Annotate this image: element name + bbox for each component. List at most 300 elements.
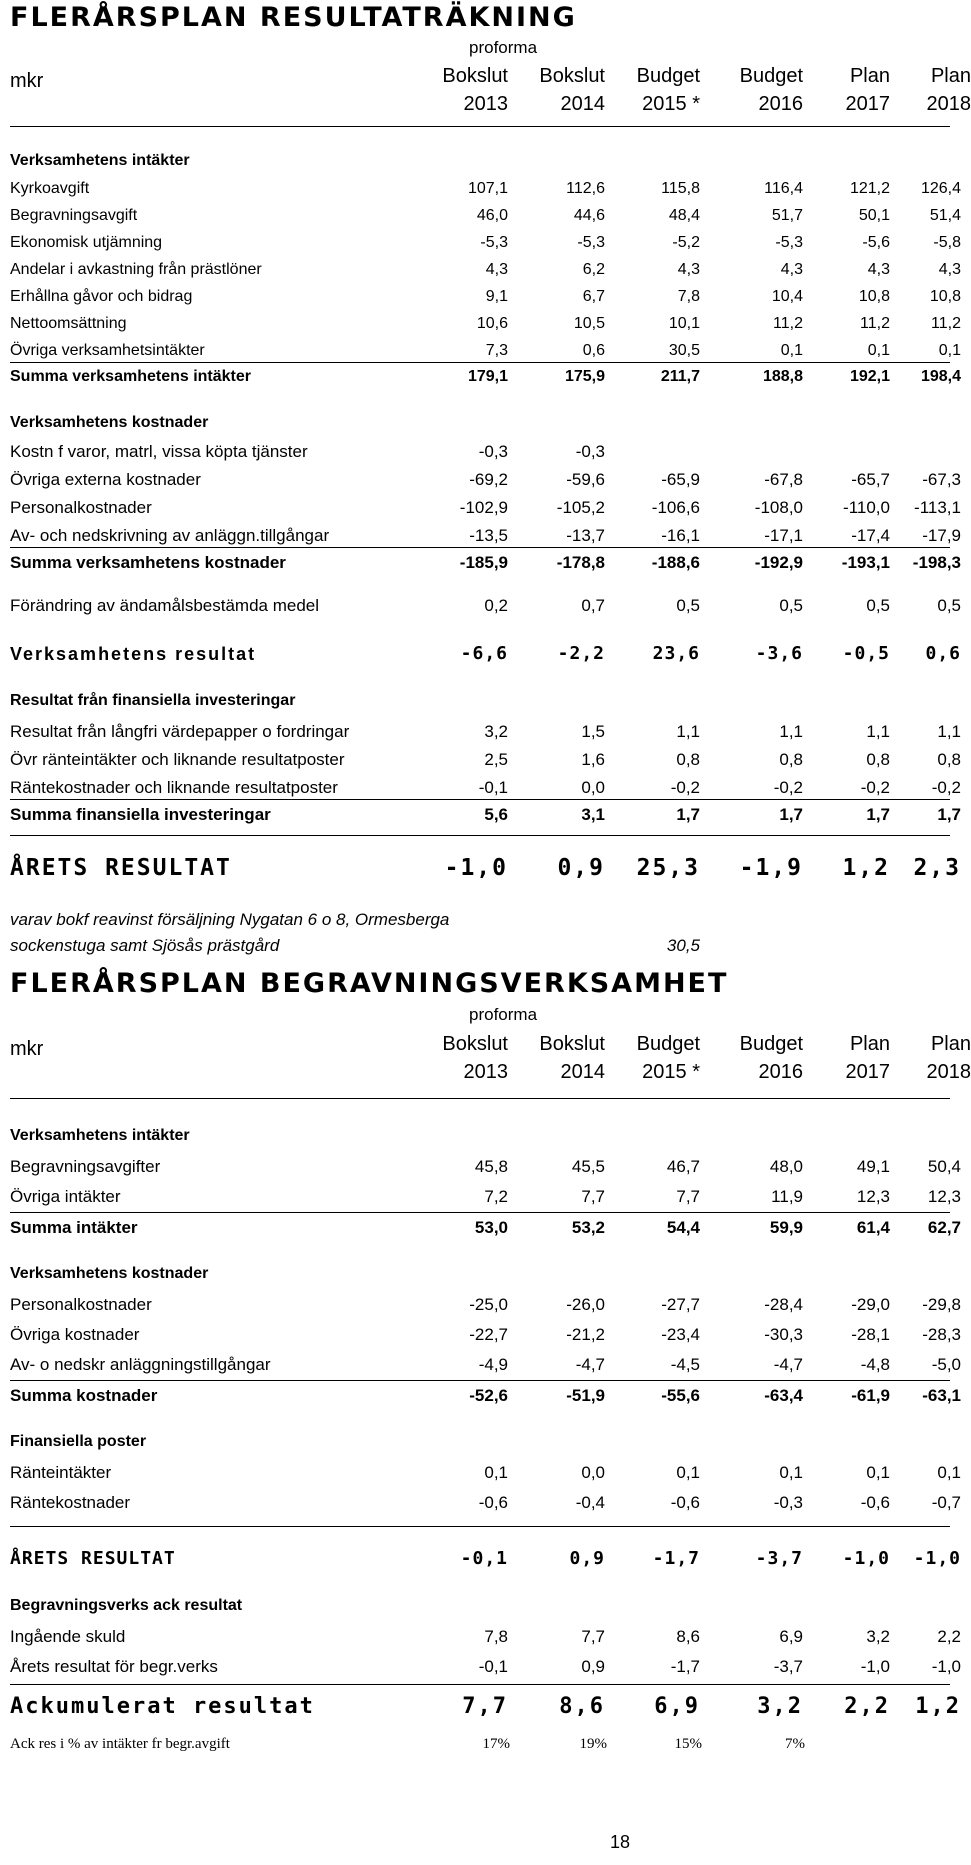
cell-value: 4,3: [485, 261, 508, 278]
cell-value: 0,0: [581, 778, 605, 797]
cell-value: -0,4: [575, 1493, 605, 1512]
cell-value: 179,1: [467, 368, 508, 385]
cell-value: -1,0: [842, 1548, 890, 1569]
cell-value: -110,0: [843, 498, 890, 517]
unit-label: mkr: [10, 1038, 44, 1060]
section-heading: [10, 1428, 950, 1456]
row-label: Ackumulerat resultat: [10, 1694, 315, 1719]
cell-value: -0,6: [860, 1493, 890, 1512]
table-row: [10, 1182, 961, 1212]
row-label: Övriga verksamhetsintäkter: [10, 342, 205, 359]
cell-value: 3,2: [757, 1694, 803, 1719]
col-header: Budget 2015 *: [636, 65, 700, 115]
cell-value: 0,5: [866, 596, 890, 615]
cell-value: 25,3: [636, 855, 700, 881]
sum-row: [10, 1380, 961, 1411]
table-row: [10, 310, 961, 338]
cell-value: -1,0: [860, 1657, 890, 1676]
row-label: Övr ränteintäkter och liknande resultatposter: [10, 750, 345, 769]
table-row: [10, 1290, 961, 1320]
cell-value: 51,7: [771, 207, 803, 224]
page-number: 18: [610, 1832, 631, 1852]
row-label: Ränteintäkter: [10, 1463, 112, 1482]
cell-value: 17%: [482, 1736, 510, 1752]
cell-value: -1,7: [652, 1548, 700, 1569]
cell-value: -0,1: [478, 778, 508, 797]
cell-value: 4,3: [867, 261, 890, 278]
table-row: [10, 1320, 961, 1350]
cell-value: 49,1: [856, 1157, 890, 1176]
cell-value: -17,4: [851, 526, 890, 545]
cell-value: -198,3: [912, 553, 961, 572]
cell-value: 0,8: [676, 750, 700, 769]
cell-value: 11,9: [771, 1187, 803, 1206]
cell-value: -13,7: [566, 526, 605, 545]
cell-value: -5,3: [775, 234, 803, 251]
cell-value: -5,3: [577, 234, 605, 251]
cell-value: -0,5: [842, 643, 890, 664]
cell-value: 50,1: [858, 207, 890, 224]
table-header: [10, 1030, 971, 1090]
cell-value: 9,1: [485, 288, 508, 305]
cell-value: -17,1: [764, 526, 803, 545]
cell-value: 46,7: [666, 1157, 700, 1176]
cell-value: 0,5: [779, 596, 803, 615]
row-label: Kostn f varor, matrl, vissa köpta tjänster: [10, 442, 308, 461]
cell-value: -1,0: [913, 1548, 961, 1569]
cell-value: -22,7: [469, 1325, 508, 1344]
cell-value: 61,4: [856, 1218, 890, 1237]
cell-value: 2,5: [484, 750, 508, 769]
cell-value: 10,8: [858, 288, 890, 305]
row-label: Resultat från långfri värdepapper o fordringar: [10, 722, 350, 741]
cell-value: -5,0: [931, 1355, 961, 1374]
cell-value: 188,8: [762, 368, 803, 385]
row-label: Kyrkoavgift: [10, 180, 90, 197]
cell-value: -5,3: [480, 234, 508, 251]
cell-value: -0,6: [478, 1493, 508, 1512]
table-row: [10, 1488, 961, 1518]
cell-value: 112,6: [566, 180, 605, 197]
cell-value: 0,1: [676, 1463, 700, 1482]
cell-value: 59,9: [769, 1218, 803, 1237]
cell-value: -29,8: [922, 1295, 961, 1314]
row-label: Begravningsverks ack resultat: [10, 1597, 243, 1614]
col-header: Plan 2017: [845, 1033, 890, 1083]
cell-value: 7,7: [581, 1627, 605, 1646]
cell-value: -188,6: [651, 553, 700, 572]
sum-row: [10, 1212, 961, 1243]
cell-value: 0,9: [581, 1657, 605, 1676]
cell-value: 1,7: [779, 805, 803, 824]
table-row: [10, 256, 961, 284]
cell-value: 115,8: [661, 180, 700, 197]
cell-value: 126,4: [920, 180, 961, 197]
cell-value: 198,4: [920, 368, 961, 385]
row-label: Erhållna gåvor och bidrag: [10, 288, 193, 305]
row-label: Summa verksamhetens kostnader: [10, 553, 286, 572]
col-header: Plan 2018: [926, 1033, 971, 1083]
divider: [10, 1526, 950, 1527]
cell-value: 1,1: [676, 722, 700, 741]
cell-value: 45,8: [474, 1157, 508, 1176]
cell-value: -5,6: [862, 234, 890, 251]
row-label: Av- och nedskrivning av anläggn.tillgångar: [10, 526, 330, 545]
col-header: Budget 2016: [739, 1033, 803, 1083]
cell-value: 53,0: [474, 1218, 508, 1237]
cell-value: 3,1: [581, 805, 605, 824]
row-label: Ingående skuld: [10, 1627, 126, 1646]
cell-value: 0,1: [938, 342, 961, 359]
col-header: Plan 2017: [845, 65, 890, 115]
cell-value: 2,2: [937, 1627, 961, 1646]
cell-value: -52,6: [469, 1386, 508, 1405]
cell-value: 12,3: [856, 1187, 890, 1206]
cell-value: 0,0: [581, 1463, 605, 1482]
cell-value: 7%: [785, 1736, 805, 1752]
cell-value: -178,8: [556, 553, 605, 572]
cell-value: -3,7: [755, 1548, 803, 1569]
row-label: Personalkostnader: [10, 1295, 152, 1314]
cell-value: 1,5: [581, 722, 605, 741]
cell-value: 0,2: [484, 596, 508, 615]
cell-value: 51,4: [929, 207, 961, 224]
cell-value: -102,9: [459, 498, 508, 517]
row-label: Övriga externa kostnader: [10, 470, 201, 489]
cell-value: -69,2: [469, 470, 508, 489]
cell-value: 45,5: [571, 1157, 605, 1176]
col-header: Budget 2015 *: [636, 1033, 700, 1083]
cell-value: -0,3: [773, 1493, 803, 1512]
cell-value: 6,2: [582, 261, 605, 278]
cell-value: -28,3: [922, 1325, 961, 1344]
cell-value: 7,2: [484, 1187, 508, 1206]
cell-value: 1,1: [779, 722, 803, 741]
row-label: Förändring av ändamålsbestämda medel: [10, 596, 320, 615]
cell-value: -63,4: [764, 1386, 803, 1405]
cell-value: -25,0: [469, 1295, 508, 1314]
table-row: [10, 493, 961, 523]
cell-value: 23,6: [652, 643, 700, 664]
cell-value: 0,8: [937, 750, 961, 769]
cell-value: 6,9: [779, 1627, 803, 1646]
cell-value: 0,1: [867, 342, 890, 359]
row-label: Räntekostnader och liknande resultatposter: [10, 778, 338, 797]
cell-value: -105,2: [556, 498, 605, 517]
arets-resultat-row: [10, 1544, 961, 1574]
sum-row: [10, 362, 961, 391]
cell-value: -193,1: [841, 553, 890, 572]
header-divider: [10, 1098, 950, 1099]
cell-value: 6,9: [654, 1694, 700, 1719]
table-row: [10, 229, 961, 257]
cell-value: -59,6: [566, 470, 605, 489]
cell-value: 1,7: [866, 805, 890, 824]
cell-value: 1,1: [866, 722, 890, 741]
cell-value: 0,6: [582, 342, 605, 359]
row-label: Verksamhetens kostnader: [10, 1265, 209, 1282]
row-label: Ekonomisk utjämning: [10, 234, 163, 251]
cell-value: 7,7: [676, 1187, 700, 1206]
table-row: [10, 437, 950, 467]
cell-value: 116,4: [764, 180, 803, 197]
cell-value: -67,3: [922, 470, 961, 489]
cell-value: 48,4: [668, 207, 700, 224]
cell-value: 5,6: [484, 805, 508, 824]
section-heading: [10, 147, 950, 175]
section-heading: [10, 409, 950, 437]
table-row: [10, 175, 961, 203]
cell-value: 7,3: [485, 342, 508, 359]
table-row: [10, 745, 961, 775]
sum-row: [10, 547, 961, 578]
cell-value: 6,7: [582, 288, 605, 305]
cell-value: -0,2: [931, 778, 961, 797]
table-row: [10, 717, 961, 747]
cell-value: -29,0: [851, 1295, 890, 1314]
note-line: sockenstuga samt Sjösås prästgård: [10, 936, 280, 955]
col-header: Budget 2016: [739, 65, 803, 115]
cell-value: 11,2: [860, 315, 890, 332]
cell-value: 15%: [674, 1736, 702, 1752]
cell-value: 2,2: [844, 1694, 890, 1719]
cell-value: 3,2: [866, 1627, 890, 1646]
cell-value: 4,3: [780, 261, 803, 278]
row-label: Begravningsavgift: [10, 207, 138, 224]
cell-value: -1,7: [670, 1657, 700, 1676]
table-row: [10, 1152, 961, 1182]
cell-value: 1,6: [581, 750, 605, 769]
cell-value: 211,7: [660, 368, 700, 385]
divider: [10, 1684, 950, 1685]
cell-value: 19%: [579, 1736, 607, 1752]
row-label: Övriga intäkter: [10, 1187, 121, 1206]
cell-value: -28,4: [764, 1295, 803, 1314]
cell-value: -65,9: [661, 470, 700, 489]
cell-value: 62,7: [927, 1218, 961, 1237]
cell-value: -16,1: [661, 526, 700, 545]
cell-value: -26,0: [566, 1295, 605, 1314]
cell-value: 8,6: [676, 1627, 700, 1646]
cell-value: 0,6: [925, 643, 961, 664]
cell-value: 0,1: [779, 1463, 803, 1482]
cell-value: 7,7: [581, 1187, 605, 1206]
cell-value: -0,6: [670, 1493, 700, 1512]
cell-value: 0,7: [581, 596, 605, 615]
cell-value: 0,8: [866, 750, 890, 769]
sum-row: [10, 799, 961, 830]
cell-value: -65,7: [851, 470, 890, 489]
table-row: [10, 1458, 961, 1488]
row-label: Summa intäkter: [10, 1218, 138, 1237]
header-divider: [10, 126, 950, 127]
cell-value: 0,8: [779, 750, 803, 769]
cell-value: 44,6: [573, 207, 605, 224]
cell-value: 121,2: [849, 180, 890, 197]
note-value: 30,5: [666, 936, 700, 955]
cell-value: 10,6: [476, 315, 508, 332]
table-row: [10, 465, 961, 495]
cell-value: -0,3: [575, 442, 605, 461]
cell-value: -0,2: [773, 778, 803, 797]
cell-value: -21,2: [566, 1325, 605, 1344]
row-label: Finansiella poster: [10, 1433, 147, 1450]
percent-row: [10, 1732, 950, 1756]
cell-value: 0,1: [937, 1463, 961, 1482]
cell-value: -55,6: [661, 1386, 700, 1405]
cell-value: -6,6: [460, 643, 508, 664]
cell-value: 46,0: [476, 207, 508, 224]
divider: [10, 835, 950, 836]
cell-value: -67,8: [764, 470, 803, 489]
cell-value: -0,7: [931, 1493, 961, 1512]
cell-value: 7,8: [677, 288, 700, 305]
cell-value: -4,5: [670, 1355, 700, 1374]
cell-value: -3,6: [755, 643, 803, 664]
cell-value: 10,8: [929, 288, 961, 305]
cell-value: -113,1: [914, 498, 961, 517]
cell-value: -0,2: [860, 778, 890, 797]
row-label: Övriga kostnader: [10, 1325, 140, 1344]
unit-label: mkr: [10, 70, 44, 92]
row-label: Verksamhetens resultat: [10, 644, 257, 664]
col-header: Plan 2018: [926, 65, 971, 115]
cell-value: -0,3: [478, 442, 508, 461]
cell-value: -0,1: [478, 1657, 508, 1676]
note: [10, 907, 449, 959]
cell-value: 4,3: [677, 261, 700, 278]
page-title: FLERÅRSPLAN RESULTATRÄKNING: [10, 2, 577, 33]
row-label: Summa finansiella investeringar: [10, 805, 271, 824]
cell-value: -4,8: [860, 1355, 890, 1374]
cell-value: -61,9: [851, 1386, 890, 1405]
row-label: Personalkostnader: [10, 498, 152, 517]
cell-value: 12,3: [927, 1187, 961, 1206]
section-heading: [10, 1592, 950, 1620]
cell-value: 2,3: [913, 855, 961, 881]
cell-value: -3,7: [773, 1657, 803, 1676]
section-heading: [10, 687, 950, 715]
cell-value: 53,2: [571, 1218, 605, 1237]
table-header: [10, 62, 971, 122]
row-label: Årets resultat för begr.verks: [10, 1657, 218, 1676]
cell-value: 7,7: [462, 1694, 508, 1719]
cell-value: -185,9: [459, 553, 508, 572]
cell-value: 1,7: [676, 805, 700, 824]
cell-value: 3,2: [484, 722, 508, 741]
cell-value: 192,1: [849, 368, 890, 385]
row-label: Summa verksamhetens intäkter: [10, 368, 251, 385]
row-label: ÅRETS RESULTAT: [10, 855, 232, 881]
row-label: Nettoomsättning: [10, 315, 127, 332]
cell-value: 0,9: [557, 855, 605, 881]
cell-value: -106,6: [651, 498, 700, 517]
section-title: FLERÅRSPLAN BEGRAVNINGSVERKSAMHET: [10, 968, 729, 999]
cell-value: 1,1: [937, 722, 961, 741]
cell-value: -28,1: [851, 1325, 890, 1344]
cell-value: -0,2: [670, 778, 700, 797]
cell-value: -4,9: [478, 1355, 508, 1374]
row-label: Verksamhetens intäkter: [10, 152, 190, 169]
row-label: Verksamhetens kostnader: [10, 414, 209, 431]
result-row: [10, 639, 961, 669]
cell-value: 1,7: [937, 805, 961, 824]
cell-value: 48,0: [769, 1157, 803, 1176]
note-line: varav bokf reavinst försäljning Nygatan 6 o 8, Ormesberga: [10, 910, 450, 929]
cell-value: -17,9: [922, 526, 961, 545]
cell-value: -30,3: [764, 1325, 803, 1344]
cell-value: 0,1: [484, 1463, 508, 1482]
cell-value: 30,5: [668, 342, 700, 359]
cell-value: -4,7: [575, 1355, 605, 1374]
cell-value: 54,4: [666, 1218, 700, 1237]
cell-value: -27,7: [661, 1295, 700, 1314]
row-label: Andelar i avkastning från prästlöner: [10, 261, 262, 278]
col-header: Bokslut 2014: [539, 65, 605, 115]
table-row: [10, 202, 961, 230]
cell-value: -1,0: [444, 855, 508, 881]
table-row: [10, 1652, 961, 1682]
table-row: [10, 283, 961, 311]
proforma-label: proforma: [469, 38, 538, 57]
table-row: [10, 1350, 961, 1380]
cell-value: -1,0: [931, 1657, 961, 1676]
row-label: Resultat från finansiella investeringar: [10, 692, 296, 709]
cell-value: 11,2: [773, 315, 803, 332]
cell-value: 8,6: [559, 1694, 605, 1719]
cell-value: 175,9: [564, 368, 605, 385]
cell-value: -23,4: [661, 1325, 700, 1344]
cell-value: -13,5: [469, 526, 508, 545]
proforma-label: proforma: [469, 1005, 538, 1024]
section-heading: [10, 1122, 950, 1150]
table-row: [10, 591, 961, 621]
row-label: Räntekostnader: [10, 1493, 131, 1512]
arets-resultat-row: [10, 855, 961, 891]
row-label: Begravningsavgifter: [10, 1157, 161, 1176]
cell-value: -63,1: [922, 1386, 961, 1405]
cell-value: 7,8: [484, 1627, 508, 1646]
cell-value: -5,2: [672, 234, 700, 251]
cell-value: 107,1: [467, 180, 508, 197]
cell-value: 4,3: [938, 261, 961, 278]
cell-value: 10,4: [771, 288, 803, 305]
row-label: Verksamhetens intäkter: [10, 1127, 190, 1144]
cell-value: -2,2: [557, 643, 605, 664]
cell-value: -51,9: [566, 1386, 605, 1405]
cell-value: -192,9: [754, 553, 803, 572]
cell-value: -108,0: [754, 498, 803, 517]
row-label: Summa kostnader: [10, 1386, 158, 1405]
cell-value: -4,7: [773, 1355, 803, 1374]
table-row: [10, 337, 961, 365]
col-header: Bokslut 2014: [539, 1033, 605, 1083]
cell-value: 0,9: [569, 1548, 605, 1569]
cell-value: -0,1: [460, 1548, 508, 1569]
col-header: Bokslut 2013: [442, 1033, 508, 1083]
row-label: Ack res i % av intäkter fr begr.avgift: [10, 1736, 230, 1752]
cell-value: 10,5: [573, 315, 605, 332]
cell-value: 0,5: [937, 596, 961, 615]
section-heading: [10, 1260, 950, 1288]
cell-value: 50,4: [927, 1157, 961, 1176]
cell-value: -1,9: [739, 855, 803, 881]
cell-value: 1,2: [915, 1694, 961, 1719]
cell-value: 0,5: [676, 596, 700, 615]
ackumulerat-row: [10, 1694, 961, 1730]
cell-value: 0,1: [866, 1463, 890, 1482]
col-header: Bokslut 2013: [442, 65, 508, 115]
